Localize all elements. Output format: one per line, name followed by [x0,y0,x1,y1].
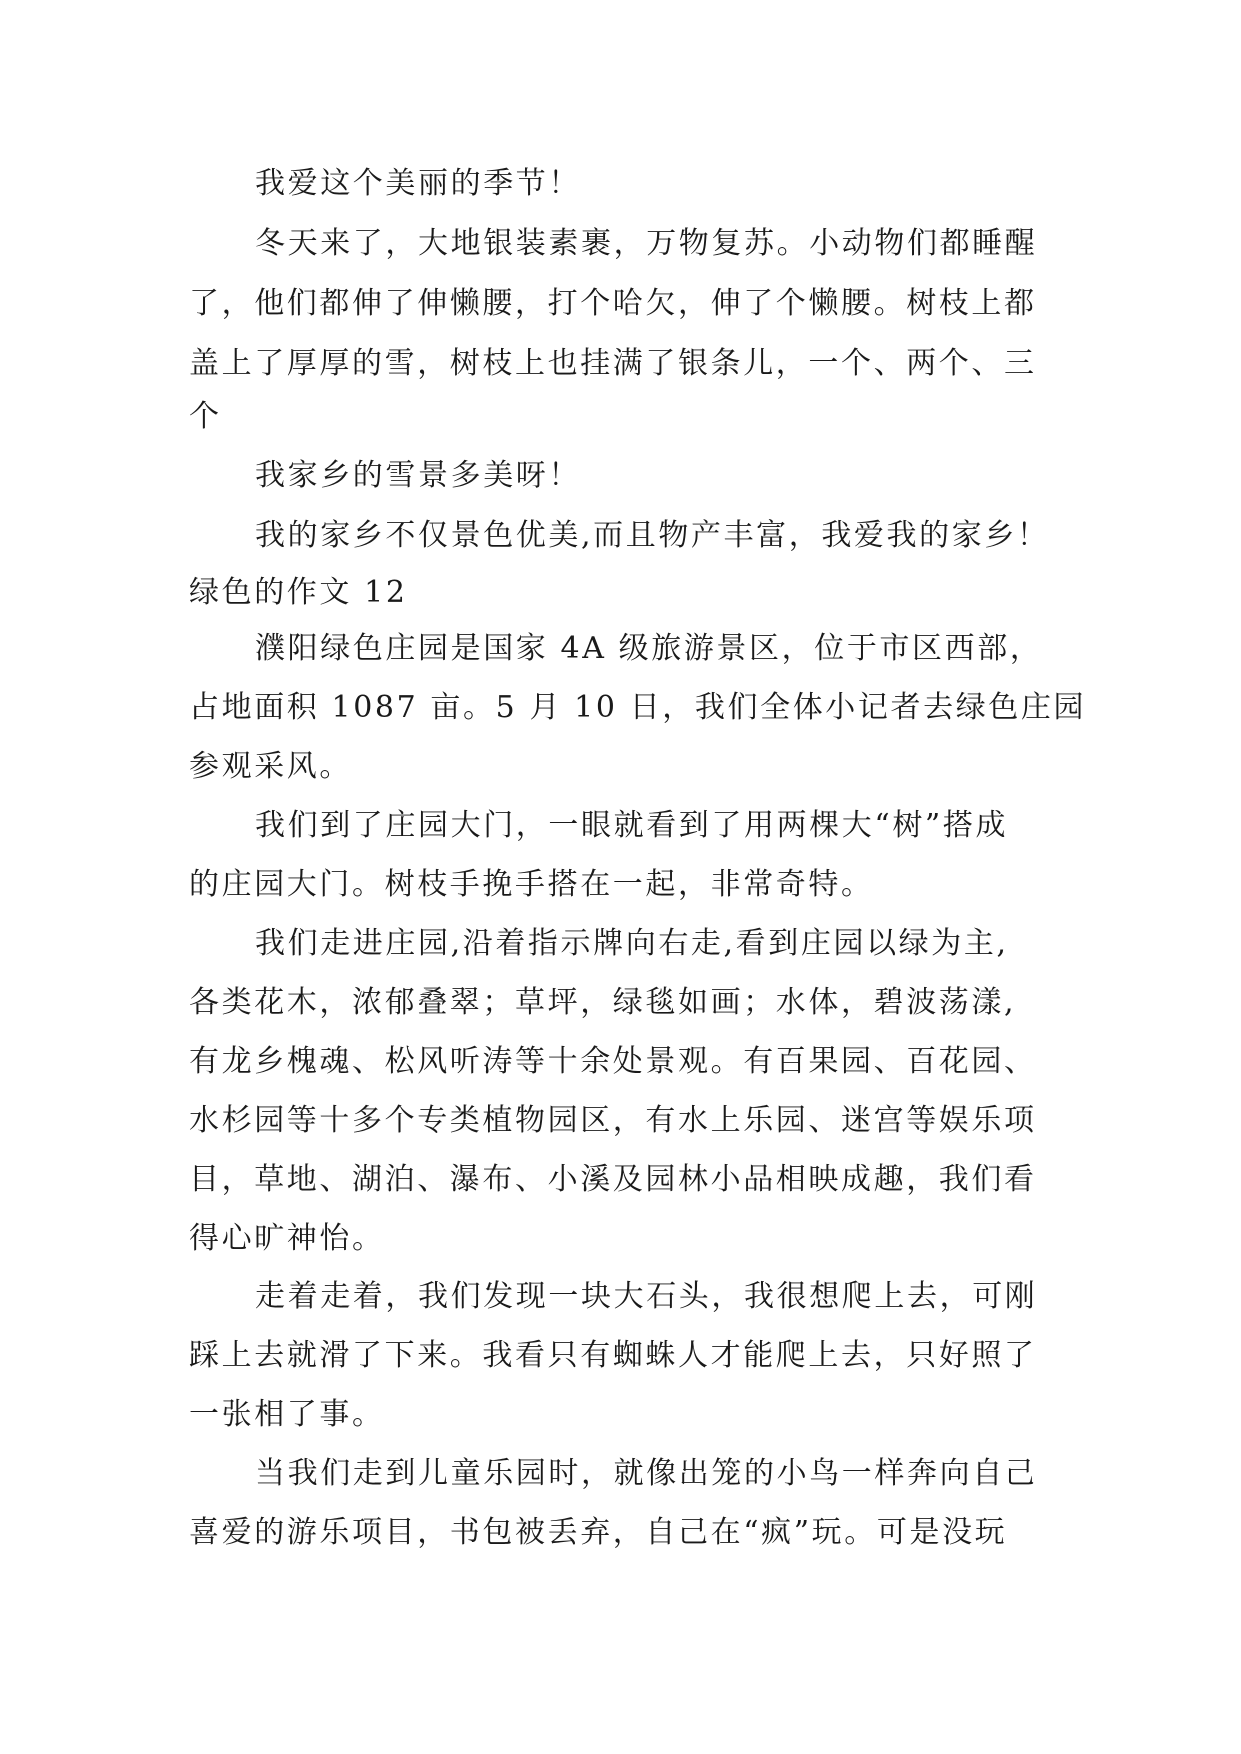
text-line: 的庄园大门。树枝手挽手搭在一起，非常奇特。 [189,867,874,902]
text-line: 喜爱的游乐项目，书包被丢弃，自己在“疯”玩。可是没玩 [189,1515,1008,1550]
text-line: 各类花木，浓郁叠翠；草坪，绿毯如画；水体，碧波荡漾, [189,985,1017,1020]
text-line: 有龙乡槐魂、松风听涛等十余处景观。有百果园、百花园、 [189,1044,1037,1079]
text-line: 我爱这个美丽的季节！ [255,166,581,201]
text-line: 踩上去就滑了下来。我看只有蜘蛛人才能爬上去，只好照了 [189,1338,1037,1373]
text-line: 一张相了事。 [189,1397,385,1432]
text-line: 我们走进庄园,沿着指示牌向右走,看到庄园以绿为主, [255,926,1009,961]
section-heading: 绿色的作文 12 [189,575,408,610]
text-line: 当我们走到儿童乐园时，就像出笼的小鸟一样奔向自己 [255,1456,1038,1491]
text-line: 水杉园等十多个专类植物园区，有水上乐园、迷宫等娱乐项 [189,1103,1037,1138]
text-line: 盖上了厚厚的雪，树枝上也挂满了银条儿，一个、两个、三 [189,346,1037,381]
text-line: 我们到了庄园大门，一眼就看到了用两棵大“树”搭成 [255,808,1009,843]
text-line: 我的家乡不仅景色优美,而且物产丰富，我爱我的家乡！ [255,518,1050,553]
text-line: 冬天来了，大地银装素裹，万物复苏。小动物们都睡醒 [255,226,1038,261]
text-line: 个 [189,399,222,434]
text-line: 得心旷神怡。 [189,1221,385,1256]
text-line: 走着走着，我们发现一块大石头，我很想爬上去，可刚 [255,1279,1038,1314]
text-line: 目，草地、湖泊、瀑布、小溪及园林小品相映成趣，我们看 [189,1162,1037,1197]
text-line: 了，他们都伸了伸懒腰，打个哈欠，伸了个懒腰。树枝上都 [189,286,1037,321]
text-line: 参观采风。 [189,749,352,784]
text-line: 濮阳绿色庄园是国家 4A 级旅游景区，位于市区西部， [255,631,1043,666]
text-line: 占地面积 1087 亩。5 月 10 日，我们全体小记者去绿色庄园 [189,690,1087,725]
text-line: 我家乡的雪景多美呀！ [255,458,581,493]
